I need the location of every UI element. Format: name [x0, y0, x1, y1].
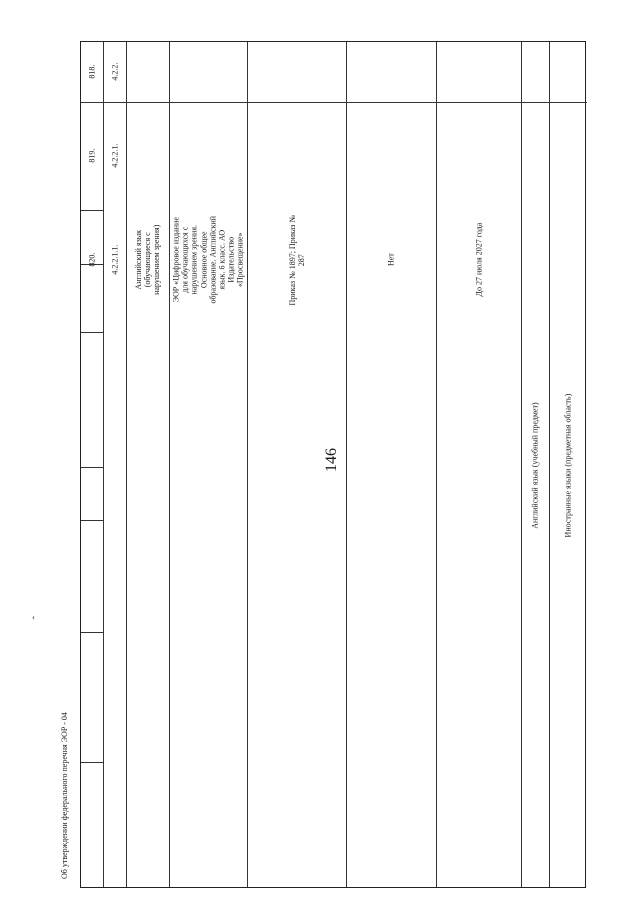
table-divider — [126, 42, 127, 887]
row-820-num: 820. — [87, 253, 97, 267]
row-819-code: 4.2.2.1. — [109, 144, 119, 168]
row-820-description: ЭОР «Цифровое издание для обучающихся с нарушением зрения. Основное общее образование. Английский язык. 6 класс. АО Издательство «Просвещение» — [171, 216, 245, 304]
row-820-f1: Нет — [386, 253, 396, 267]
row-820-name: Английский язык (обучающиеся с нарушением зрения) — [133, 224, 162, 296]
table-divider — [346, 42, 347, 887]
row-818-code: 4.2.2. — [109, 63, 119, 81]
page-number-text: 146 — [323, 448, 340, 472]
table-divider — [81, 332, 103, 333]
subsection-header-cell: Английский язык (учебный предмет) — [530, 402, 540, 529]
table-divider — [81, 632, 103, 633]
section-header-cell: Иностранные языки (предметная область) — [563, 393, 573, 538]
table-divider — [81, 467, 103, 468]
footer-text: Об утверждении федерального перечня ЭОР - 04 — [60, 712, 69, 879]
row-820-order: Приказ № 1897; Приказ № 287 — [287, 214, 306, 306]
row-819-num: 819. — [87, 149, 97, 163]
margin-mark: ‹ — [32, 612, 35, 622]
table-divider — [169, 42, 170, 887]
table-divider — [436, 42, 437, 887]
table-divider — [247, 42, 248, 887]
row-820-code: 4.2.2.1.1. — [109, 245, 119, 275]
table-divider — [81, 762, 103, 763]
data-table — [80, 41, 586, 888]
section-header — [126, 42, 587, 102]
table-divider — [81, 520, 103, 521]
row-820-term: До 27 июля 2027 года — [473, 223, 483, 297]
row-818-num: 818. — [87, 65, 97, 79]
table-divider — [81, 102, 587, 103]
